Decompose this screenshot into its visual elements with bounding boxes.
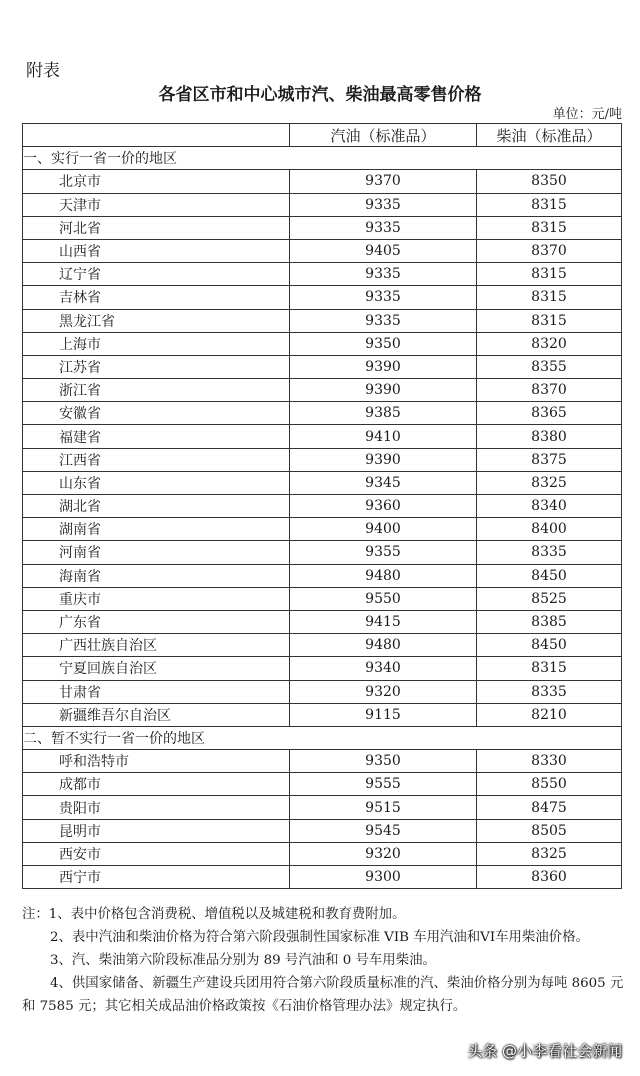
table-row bbox=[23, 402, 622, 425]
table-row bbox=[23, 657, 622, 680]
gasoline-price: 9360 bbox=[290, 495, 477, 518]
table-row bbox=[23, 239, 622, 262]
diesel-price: 8450 bbox=[477, 564, 622, 587]
diesel-price: 8325 bbox=[477, 471, 622, 494]
table-row bbox=[23, 518, 622, 541]
diesel-price: 8315 bbox=[477, 657, 622, 680]
diesel-price: 8335 bbox=[477, 680, 622, 703]
region-name: 贵阳市 bbox=[23, 796, 290, 819]
gasoline-price: 9400 bbox=[290, 518, 477, 541]
gasoline-price: 9550 bbox=[290, 587, 477, 610]
region-name: 呼和浩特市 bbox=[23, 750, 290, 773]
region-name: 山东省 bbox=[23, 471, 290, 494]
gasoline-price: 9370 bbox=[290, 170, 477, 193]
section-row bbox=[23, 726, 622, 749]
diesel-price: 8380 bbox=[477, 425, 622, 448]
table-row bbox=[23, 773, 622, 796]
diesel-price: 8315 bbox=[477, 193, 622, 216]
appendix-label: 附表 bbox=[26, 61, 60, 81]
gasoline-price: 9335 bbox=[290, 309, 477, 332]
page-title: 各省区市和中心城市汽、柴油最高零售价格 bbox=[158, 85, 482, 105]
table-row bbox=[23, 216, 622, 239]
table-row bbox=[23, 703, 622, 726]
gasoline-price: 9355 bbox=[290, 541, 477, 564]
table-row bbox=[23, 170, 622, 193]
table-row bbox=[23, 680, 622, 703]
notes bbox=[22, 903, 626, 1018]
table-row bbox=[23, 587, 622, 610]
table-row bbox=[23, 842, 622, 865]
note-2: 2、表中汽油和柴油价格为符合第六阶段强制性国家标准 VIB 车用汽油和VI车用柴油价格。 bbox=[50, 930, 589, 945]
gasoline-price: 9320 bbox=[290, 680, 477, 703]
diesel-price: 8350 bbox=[477, 170, 622, 193]
gasoline-price: 9390 bbox=[290, 448, 477, 471]
region-name: 广西壮族自治区 bbox=[23, 634, 290, 657]
region-name: 西宁市 bbox=[23, 866, 290, 889]
region-name: 甘肃省 bbox=[23, 680, 290, 703]
table-row bbox=[23, 796, 622, 819]
diesel-price: 8210 bbox=[477, 703, 622, 726]
region-name: 江苏省 bbox=[23, 355, 290, 378]
gasoline-price: 9335 bbox=[290, 263, 477, 286]
diesel-price: 8355 bbox=[477, 355, 622, 378]
region-name: 黑龙江省 bbox=[23, 309, 290, 332]
table-row bbox=[23, 448, 622, 471]
region-name: 新疆维吾尔自治区 bbox=[23, 703, 290, 726]
gasoline-price: 9410 bbox=[290, 425, 477, 448]
section-row bbox=[23, 147, 622, 170]
region-name: 成都市 bbox=[23, 773, 290, 796]
gasoline-price: 9385 bbox=[290, 402, 477, 425]
note-4: 4、供国家储备、新疆生产建设兵团用符合第六阶段质量标准的汽、柴油价格分别为每吨 8605 元和 7585 元；其它相关成品油价格政策按《石油价格管理办法》规定执行。 bbox=[22, 976, 624, 1014]
gasoline-price: 9115 bbox=[290, 703, 477, 726]
region-name: 湖南省 bbox=[23, 518, 290, 541]
diesel-price: 8505 bbox=[477, 819, 622, 842]
region-name: 西安市 bbox=[23, 842, 290, 865]
table-row bbox=[23, 610, 622, 633]
diesel-price: 8365 bbox=[477, 402, 622, 425]
region-name: 河南省 bbox=[23, 541, 290, 564]
diesel-price: 8370 bbox=[477, 379, 622, 402]
diesel-price: 8325 bbox=[477, 842, 622, 865]
diesel-price: 8315 bbox=[477, 309, 622, 332]
table-row bbox=[23, 495, 622, 518]
gasoline-price: 9335 bbox=[290, 193, 477, 216]
table-row bbox=[23, 471, 622, 494]
gasoline-price: 9415 bbox=[290, 610, 477, 633]
gasoline-price: 9340 bbox=[290, 657, 477, 680]
region-name: 海南省 bbox=[23, 564, 290, 587]
table-row bbox=[23, 332, 622, 355]
gasoline-price: 9390 bbox=[290, 379, 477, 402]
diesel-price: 8550 bbox=[477, 773, 622, 796]
diesel-price: 8385 bbox=[477, 610, 622, 633]
region-name: 北京市 bbox=[23, 170, 290, 193]
diesel-price: 8400 bbox=[477, 518, 622, 541]
gasoline-price: 9555 bbox=[290, 773, 477, 796]
region-name: 浙江省 bbox=[23, 379, 290, 402]
diesel-price: 8360 bbox=[477, 866, 622, 889]
region-name: 吉林省 bbox=[23, 286, 290, 309]
gasoline-price: 9545 bbox=[290, 819, 477, 842]
unit-label: 单位：元/吨 bbox=[552, 107, 622, 122]
region-name: 山西省 bbox=[23, 239, 290, 262]
header-gasoline: 汽油（标准品） bbox=[290, 124, 477, 147]
gasoline-price: 9350 bbox=[290, 332, 477, 355]
region-name: 天津市 bbox=[23, 193, 290, 216]
note-3: 3、汽、柴油第六阶段标准品分别为 89 号汽油和 0 号车用柴油。 bbox=[50, 953, 436, 968]
table-row bbox=[23, 541, 622, 564]
gasoline-price: 9335 bbox=[290, 216, 477, 239]
table-row bbox=[23, 379, 622, 402]
table-row bbox=[23, 634, 622, 657]
diesel-price: 8315 bbox=[477, 286, 622, 309]
table-row bbox=[23, 425, 622, 448]
diesel-price: 8330 bbox=[477, 750, 622, 773]
diesel-price: 8315 bbox=[477, 216, 622, 239]
diesel-price: 8475 bbox=[477, 796, 622, 819]
region-name: 广东省 bbox=[23, 610, 290, 633]
gasoline-price: 9335 bbox=[290, 286, 477, 309]
table-header-row bbox=[23, 124, 622, 147]
table-row bbox=[23, 355, 622, 378]
section-label: 二、暂不实行一省一价的地区 bbox=[23, 726, 622, 749]
region-name: 上海市 bbox=[23, 332, 290, 355]
region-name: 辽宁省 bbox=[23, 263, 290, 286]
gasoline-price: 9390 bbox=[290, 355, 477, 378]
region-name: 河北省 bbox=[23, 216, 290, 239]
table-row bbox=[23, 193, 622, 216]
region-name: 福建省 bbox=[23, 425, 290, 448]
region-name: 安徽省 bbox=[23, 402, 290, 425]
diesel-price: 8340 bbox=[477, 495, 622, 518]
table-row bbox=[23, 263, 622, 286]
section-label: 一、实行一省一价的地区 bbox=[23, 147, 622, 170]
diesel-price: 8525 bbox=[477, 587, 622, 610]
region-name: 宁夏回族自治区 bbox=[23, 657, 290, 680]
gasoline-price: 9350 bbox=[290, 750, 477, 773]
table-row bbox=[23, 819, 622, 842]
table-row bbox=[23, 750, 622, 773]
region-name: 江西省 bbox=[23, 448, 290, 471]
gasoline-price: 9405 bbox=[290, 239, 477, 262]
diesel-price: 8320 bbox=[477, 332, 622, 355]
table-row bbox=[23, 866, 622, 889]
gasoline-price: 9320 bbox=[290, 842, 477, 865]
region-name: 湖北省 bbox=[23, 495, 290, 518]
table-body bbox=[23, 147, 622, 889]
note-1: 注：1、表中价格包含消费税、增值税以及城建税和教育费附加。 bbox=[22, 907, 406, 922]
gasoline-price: 9515 bbox=[290, 796, 477, 819]
price-table bbox=[22, 123, 622, 889]
table-row bbox=[23, 564, 622, 587]
gasoline-price: 9480 bbox=[290, 634, 477, 657]
table-row bbox=[23, 286, 622, 309]
diesel-price: 8335 bbox=[477, 541, 622, 564]
diesel-price: 8370 bbox=[477, 239, 622, 262]
region-name: 昆明市 bbox=[23, 819, 290, 842]
table-row bbox=[23, 309, 622, 332]
gasoline-price: 9345 bbox=[290, 471, 477, 494]
region-name: 重庆市 bbox=[23, 587, 290, 610]
watermark: 头条 @小李看社会新闻 bbox=[467, 1042, 622, 1060]
header-name bbox=[23, 124, 290, 147]
diesel-price: 8375 bbox=[477, 448, 622, 471]
diesel-price: 8315 bbox=[477, 263, 622, 286]
header-diesel: 柴油（标准品） bbox=[477, 124, 622, 147]
gasoline-price: 9480 bbox=[290, 564, 477, 587]
gasoline-price: 9300 bbox=[290, 866, 477, 889]
diesel-price: 8450 bbox=[477, 634, 622, 657]
